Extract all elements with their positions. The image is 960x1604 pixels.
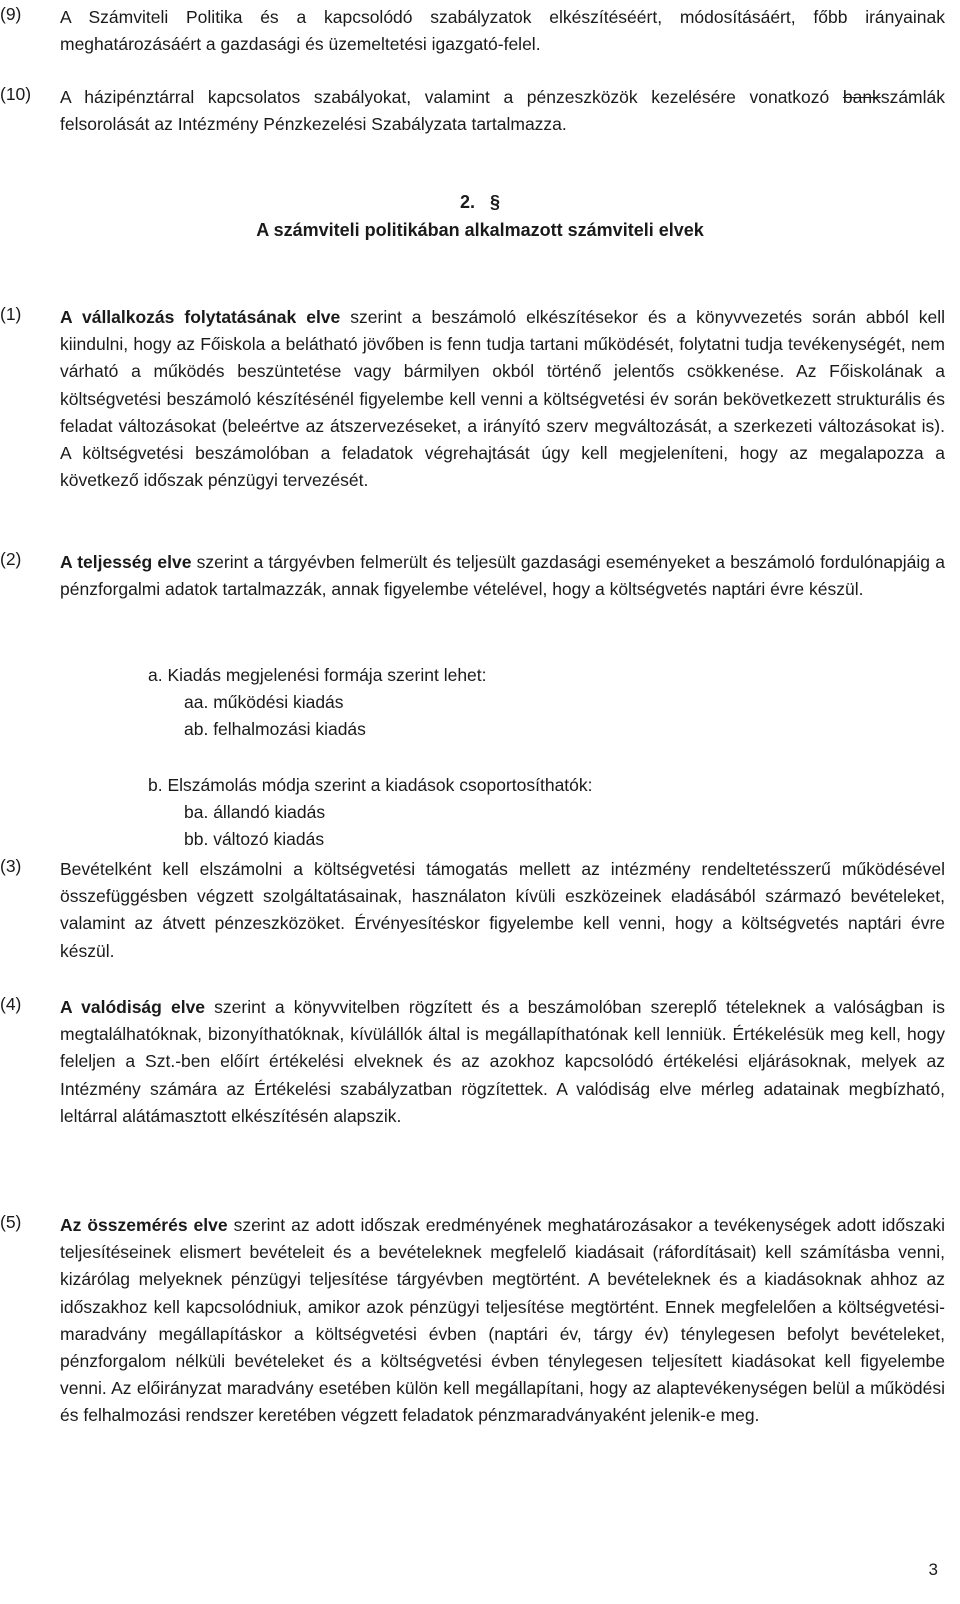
- paragraph-text-rest: szerint az adott időszak eredményének meghatározásakor a tevékenységek adott időszaki teljesítéseinek elismert bevételeit és a bevételeknek megfelelő kiadásait (ráfordításait) kell számításba venni, kizárólag melyeknek pénzügyi teljesítése tárgyévben megtörtént. A bevételeknek és a kiadásoknak ahhoz az időszakhoz kell kapcsolódniuk, amikor azok pénzügyi teljesítése megtörtént. Ennek megfelelően a költségvetési-maradvány megállapításkor a költségvetési évben (naptári év, tárgy év) ténylegesen befolyt bevételeket, pénzforgalom nélküli bevételeket és a költségvetési évben ténylegesen teljesített kiadásokat kell figyelembe venni. Az előirányzat maradvány esetében külön kell megállapítani, hogy az alaptevékenységen belül a működési és felhalmozási rendszer keretében végzett feladatok pénzmaradványaként jelenik-e meg.: [60, 1215, 945, 1426]
- list-title: b. Elszámolás módja szerint a kiadások csoportosíthatók:: [148, 775, 593, 795]
- paragraph-3: [0, 856, 945, 965]
- paragraph-text: A Számviteli Politika és a kapcsolódó szabályzatok elkészítéséért, módosításáért, főbb irányainak meghatározásáért a gazdasági és üzemeltetési igazgató-felel.: [60, 7, 945, 55]
- page-number: 3: [928, 1560, 938, 1579]
- expense-method-list: [148, 772, 593, 853]
- list-item: ab. felhalmozási kiadás: [184, 719, 366, 739]
- paragraph-text: Bevételként kell elszámolni a költségvetési támogatás mellett az intézmény rendeltetésszerű működésével összefüggésben végzett szolgáltatásainak, használaton kívüli eszközeinek eladásából származó bevételeket, valamint az átvett pénzeszközöket. Érvényesítéskor figyelembe kell venni, hogy a költségvetés naptári évre készül.: [60, 859, 945, 961]
- principle-name: A vállalkozás folytatásának elve: [60, 307, 341, 327]
- paragraph-number: (4): [0, 994, 22, 1014]
- list-item: bb. változó kiadás: [184, 829, 325, 849]
- paragraph-text-end: számlák felsorolását az Intézmény Pénzkezelési Szabályzata tartalmazza.: [60, 87, 945, 135]
- paragraph-4: [0, 994, 945, 1130]
- paragraph-number: (3): [0, 856, 22, 876]
- section-symbol: §: [490, 192, 501, 212]
- list-item: aa. működési kiadás: [184, 692, 344, 712]
- paragraph-number: (2): [0, 549, 22, 569]
- paragraph-number: (9): [0, 4, 22, 24]
- list-title: a. Kiadás megjelenési formája szerint lehet:: [148, 665, 487, 685]
- paragraph-10: [0, 84, 945, 138]
- struck-text: bank: [842, 87, 881, 107]
- paragraph-number: (5): [0, 1212, 22, 1232]
- principle-name: Az összemérés elve: [60, 1215, 228, 1235]
- section-number: [0, 192, 960, 213]
- principle-name: A teljesség elve: [60, 552, 192, 572]
- paragraph-text: [60, 304, 945, 494]
- principle-name: A valódiság elve: [60, 997, 206, 1017]
- paragraph-text: [60, 1212, 945, 1430]
- list-item: ba. állandó kiadás: [184, 802, 326, 822]
- paragraph-text: [60, 84, 945, 138]
- section-number-text: 2.: [459, 192, 475, 212]
- paragraph-1: [0, 304, 945, 494]
- paragraph-text: [60, 549, 945, 603]
- expense-form-list: [148, 662, 487, 743]
- paragraph-text-rest: szerint a könyvvitelben rögzített és a beszámolóban szereplő tételeknek a valóságban is megtalálhatóknak, bizonyíthatóknak, kívülállók által is megállapíthatónak kell lenniük. Értékelésük meg kell, hogy feleljen a Szt.-ben előírt értékelési elveknek és az azokhoz kapcsolódó értékelési eljárásoknak, melyek az Intézmény számára az Értékelési szabályzatban rögzítettek. A valódiság elve mérleg adatainak megbízható, leltárral alátámasztott elkészítésén alapszik.: [60, 997, 946, 1126]
- paragraph-text-start: A házipénztárral kapcsolatos szabályokat, valamint a pénzeszközök kezelésére vonatkozó: [60, 87, 843, 107]
- paragraph-number: (10): [0, 84, 32, 104]
- paragraph-text-rest: szerint a beszámoló elkészítésekor és a könyvvezetés során abból kell kiindulni, hogy az Főiskola a belátható jövőben is fenn tudja tartani működését, folytatni tudja tevékenységét, nem várható a működés beszüntetése vagy bármilyen okból történő jelentős csökkenése. Az Főiskolának a költségvetési beszámoló készítésénél figyelembe kell venni a költségvetési év során bekövetkezett strukturális és feladat változásokat (beleértve az átszervezéseket, a irányító szerv megváltozását, a szerkezeti változásokat is). A költségvetési beszámolóban a feladatok végrehajtását úgy kell megjeleníteni, hogy az megalapozza a következő időszak pénzügyi tervezését.: [60, 307, 945, 491]
- paragraph-5: [0, 1212, 945, 1430]
- paragraph-9: [0, 4, 945, 58]
- paragraph-2: [0, 549, 945, 603]
- paragraph-text-rest: szerint a tárgyévben felmerült és teljesült gazdasági eseményeket a beszámoló fordulónapjáig a pénzforgalmi adatok tartalmazzák, annak figyelembe vételével, hogy a költségvetés naptári évre készül.: [60, 552, 945, 600]
- paragraph-number: (1): [0, 304, 22, 324]
- section-title: A számviteli politikában alkalmazott számviteli elvek: [256, 220, 704, 240]
- paragraph-text: [60, 994, 945, 1130]
